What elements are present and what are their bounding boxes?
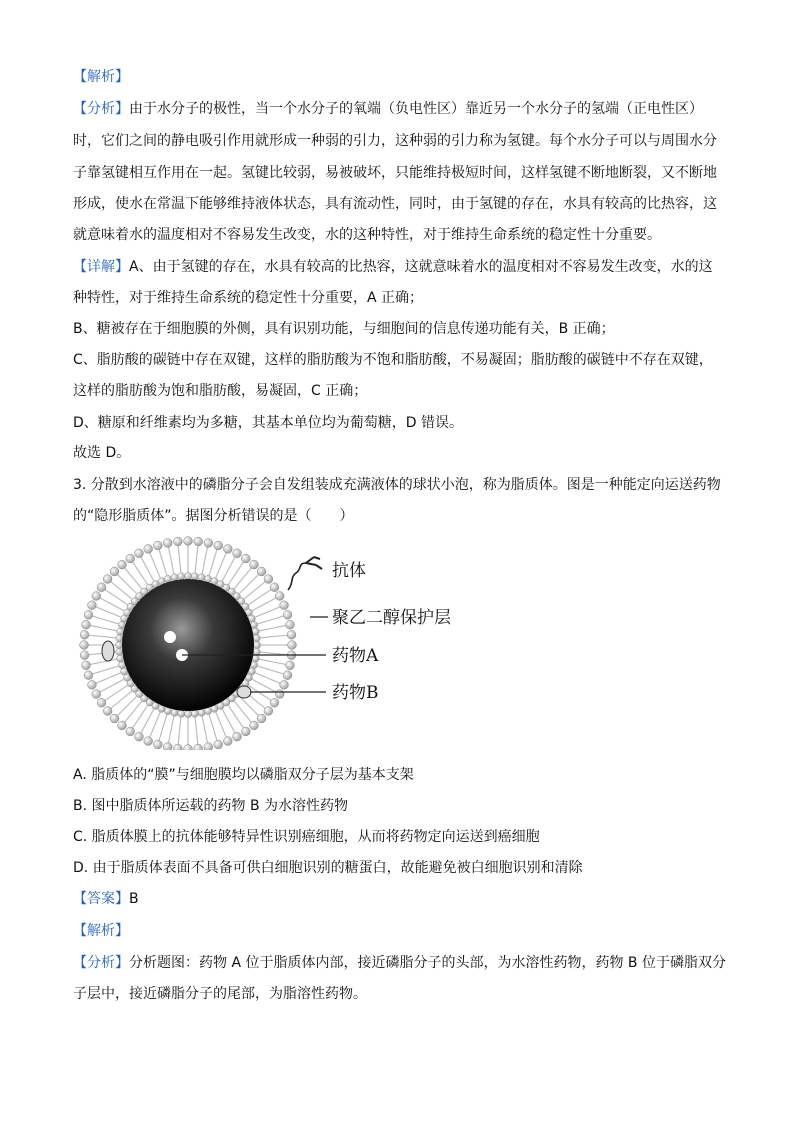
lipid-head-inner — [184, 710, 191, 717]
lipid-head-outer — [118, 560, 127, 569]
lipid-head-outer — [214, 541, 223, 550]
lipid-head-outer — [283, 610, 292, 619]
lipid-tail — [109, 673, 121, 678]
lipid-tail — [100, 598, 112, 605]
lipid-tail — [240, 584, 249, 593]
lipid-head-outer — [135, 549, 144, 558]
lipid-tail — [155, 712, 160, 724]
lipid-head-outer — [194, 537, 203, 546]
lipid-tail — [105, 589, 117, 597]
lipid-tail — [272, 625, 286, 628]
lipid-head-outer — [270, 583, 279, 592]
lipid-tail — [195, 718, 196, 731]
lipid-head-outer — [288, 641, 297, 650]
answer-line — [73, 889, 728, 909]
lipid-tail — [163, 563, 167, 575]
lipid-head-inner — [191, 710, 198, 717]
antibody-tether — [288, 563, 306, 590]
lipid-tail — [254, 700, 265, 709]
answer-value: B — [129, 891, 139, 907]
lipid-tail — [209, 563, 213, 575]
detail-line-d: D、糖原和纤维素均为多糖，其基本单位均为葡萄糖，D 错误。 — [73, 415, 464, 431]
lipid-tail — [216, 566, 221, 578]
lipid-tail — [140, 706, 147, 717]
lipid-head-outer — [103, 575, 112, 584]
lipid-tail — [249, 574, 259, 584]
lipid-head-inner — [252, 655, 259, 662]
lipid-head-outer — [84, 671, 93, 680]
lipid-tail — [205, 547, 208, 561]
lipid-tail — [205, 729, 208, 743]
lipid-tail — [147, 569, 153, 580]
lipid-tail — [168, 547, 171, 561]
lipid-head-outer — [275, 592, 284, 601]
lipid-tail — [168, 729, 171, 743]
lipid-head-inner — [253, 648, 260, 655]
analysis-text: 由于水分子的极性，当一个水分子的氧端（负电性区）靠近另一个水分子的氢端（正电性区） — [129, 101, 703, 117]
lipid-head-outer — [163, 539, 172, 548]
lipid-head-outer — [223, 545, 232, 554]
lipid-tail — [264, 686, 276, 693]
lipid-head-outer — [110, 714, 119, 723]
lipid-tail — [150, 553, 155, 566]
lipid-head-outer — [270, 698, 279, 707]
lipid-tail — [260, 628, 273, 631]
lipid-head-outer — [286, 620, 295, 629]
lipid-tail — [116, 597, 127, 604]
lipid-head-outer — [280, 680, 289, 689]
lipid-tail — [106, 620, 118, 624]
analysis-tag: 【分析】 — [73, 101, 129, 117]
lipid-head-inner — [171, 709, 178, 716]
lipid-head-inner — [184, 572, 191, 579]
detail-line-1 — [73, 257, 728, 277]
lipid-tail — [106, 666, 118, 670]
lipid-head-inner — [117, 628, 124, 635]
lipid-tail — [117, 574, 127, 584]
lipid-head-outer — [118, 721, 127, 730]
lipid-tail — [221, 553, 226, 566]
lipid-tail — [141, 721, 148, 733]
lipid-head-outer — [173, 744, 182, 750]
lipid-tail — [155, 566, 160, 578]
lipid-head-outer — [233, 549, 242, 558]
lipid-head-outer — [204, 743, 213, 750]
drug-b-shape — [237, 686, 251, 698]
lipid-head-outer — [194, 744, 203, 750]
lipid-head-inner — [198, 709, 205, 716]
liposome-figure — [70, 535, 470, 750]
lipid-tail — [243, 711, 252, 722]
lipid-tail — [150, 724, 155, 737]
lipid-tail — [132, 562, 140, 574]
lipid-head-outer — [286, 661, 295, 670]
lipid-tail — [88, 653, 102, 654]
lipid-head-outer — [126, 554, 135, 563]
final-analysis-line-2: 子层中，接近磷脂分子的尾部，为脂溶性药物。 — [73, 986, 367, 1002]
lipid-head-outer — [184, 745, 193, 750]
lipid-tail — [270, 616, 283, 620]
lipid-tail — [260, 659, 273, 662]
lipid-tail — [267, 678, 280, 683]
lipid-head-outer — [184, 537, 193, 546]
lipid-head-outer — [280, 601, 289, 610]
lipid-tail — [133, 701, 141, 711]
lipid-head-inner — [198, 574, 205, 581]
lipid-head-outer — [223, 737, 232, 746]
question-line-2: 的“隐形脂质体”。据图分析错误的是（ ） — [73, 508, 354, 524]
label-drug-b: 药物B — [332, 683, 379, 703]
lipid-tail — [180, 559, 181, 572]
lipid-tail — [132, 717, 140, 729]
lipid-head-inner — [116, 648, 123, 655]
final-analysis-tag: 【分析】 — [73, 955, 129, 971]
lipid-tail — [252, 679, 263, 685]
conclusion-line: 故选 D。 — [73, 445, 131, 461]
lipid-head-inner — [252, 628, 259, 635]
lipid-head-inner — [253, 641, 260, 648]
lipid-tail — [159, 727, 163, 740]
lipid-head-outer — [82, 661, 91, 670]
lipid-tail — [180, 718, 181, 731]
lipid-head-outer — [153, 541, 162, 550]
lipid-tail — [243, 568, 252, 579]
lipid-tail — [196, 731, 197, 745]
lipid-tail — [272, 662, 286, 665]
analysis-line-1 — [73, 99, 728, 119]
lipid-head-inner — [115, 641, 122, 648]
lipid-tail — [178, 731, 179, 745]
lipid-tail — [109, 612, 121, 617]
lipid-tail — [122, 691, 132, 699]
lipid-head-inner — [116, 635, 123, 642]
lipid-tail — [92, 616, 105, 620]
lipid-head-outer — [126, 727, 135, 736]
lipid-head-inner — [178, 710, 185, 717]
lipid-tail — [122, 590, 132, 598]
lipid-tail — [222, 709, 228, 720]
lipid-tail — [125, 711, 134, 722]
lipid-tail — [125, 568, 134, 579]
lipid-tail — [112, 604, 123, 610]
lipid-tail — [196, 545, 197, 559]
lipid-tail — [111, 582, 122, 591]
lipid-tail — [117, 706, 127, 716]
lipid-head-inner — [117, 655, 124, 662]
lipid-head-outer — [250, 721, 259, 730]
lipid-tail — [260, 693, 272, 701]
lipid-head-outer — [97, 583, 106, 592]
lipid-tail — [100, 686, 112, 693]
lipid-tail — [260, 589, 272, 597]
lipid-tail — [252, 604, 263, 610]
lipid-tail — [90, 662, 104, 665]
lipid-head-outer — [257, 714, 266, 723]
lipid-tail — [163, 715, 167, 727]
detail-text: A、由于氢键的存在，水具有较高的比热容，这就意味着水的温度相对不容易发生改变，水的这 — [129, 259, 713, 275]
lipid-head-outer — [275, 690, 284, 699]
option-c: C. 脂质体膜上的抗体能够特异性识别癌细胞，从而将药物定向运送到癌细胞 — [73, 829, 540, 845]
lipid-tail — [229, 721, 236, 733]
lipid-tail — [195, 559, 196, 572]
lipid-tail — [171, 561, 174, 574]
lipid-head-outer — [173, 537, 182, 546]
detail-line-b: B、糖被存在于细胞膜的外侧，具有识别功能，与细胞间的信息传递功能有关，B 正确； — [73, 321, 615, 337]
lipid-tail — [229, 573, 236, 584]
label-drug-a: 药物A — [332, 646, 379, 666]
section-tag-jiexi-2: 【解析】 — [73, 923, 129, 939]
lipid-tail — [159, 549, 163, 562]
lipid-head-outer — [82, 620, 91, 629]
lipid-tail — [127, 584, 136, 593]
lipid-tail — [96, 607, 109, 612]
lipid-tail — [147, 709, 153, 720]
antibody-icon — [306, 557, 322, 569]
lipid-tail — [102, 637, 115, 638]
lipid-head-outer — [103, 707, 112, 716]
lipid-head-outer — [135, 732, 144, 741]
lipid-tail — [264, 598, 276, 605]
lipid-tail — [221, 724, 226, 737]
lipid-tail — [216, 712, 221, 724]
detail-line-c1: C、脂肪酸的碳链中存在双键，这样的脂肪酸为不饱和脂肪酸，不易凝固；脂肪酸的碳链中不存在双键， — [73, 352, 713, 368]
lipid-head-outer — [287, 630, 296, 639]
question-line-1: 3. 分散到水溶液中的磷脂分子会自发组装成充满液体的球状小泡，称为脂质体。图是一种能定向运送药物 — [73, 477, 721, 493]
lipid-head-outer — [92, 690, 101, 699]
lipid-tail — [133, 579, 141, 589]
lipid-tail — [105, 693, 117, 701]
analysis-line-2: 时，它们之间的静电吸引作用就形成一种弱的引力，这种弱的引力称为氢键。每个水分子可以与周围水分 — [73, 133, 717, 149]
answer-tag: 【答案】 — [73, 891, 129, 907]
lipid-head-outer — [88, 680, 97, 689]
lipid-head-outer — [257, 567, 266, 576]
lipid-tail — [213, 727, 217, 740]
lipid-tail — [255, 673, 267, 678]
lipid-tail — [267, 607, 280, 612]
drug-b-shape — [102, 641, 114, 661]
lipid-head-outer — [144, 545, 153, 554]
option-b: B. 图中脂质体所运载的药物 B 为水溶性药物 — [73, 798, 349, 814]
lipid-head-outer — [80, 641, 89, 650]
lipid-tail — [270, 670, 283, 674]
lipid-head-outer — [264, 575, 273, 584]
lipid-head-inner — [178, 573, 185, 580]
lipid-tail — [229, 557, 236, 569]
lipid-tail — [249, 706, 259, 716]
detail-line-2: 种特性，对于维持生命系统的稳定性十分重要，A 正确； — [73, 290, 424, 306]
lipid-head-outer — [241, 727, 250, 736]
lipid-head-outer — [88, 601, 97, 610]
lipid-head-outer — [250, 560, 259, 569]
analysis-line-4: 形成，使水在常温下能够维持液体状态，具有流动性，同时，由于氢键的存在，水具有较高的比热容，这 — [73, 196, 717, 212]
lipid-tail — [88, 635, 102, 636]
analysis-line-5: 就意味着水的温度相对不容易发生改变，水的这种特性，对于维持生命系统的稳定性十分重要。 — [73, 227, 661, 243]
lipid-head-outer — [214, 740, 223, 749]
lipid-tail — [261, 652, 274, 653]
lipid-tail — [213, 549, 217, 562]
lipid-head-outer — [264, 707, 273, 716]
lipid-tail — [229, 706, 236, 717]
lipid-head-outer — [110, 567, 119, 576]
lipid-head-inner — [191, 573, 198, 580]
lipid-tail — [249, 597, 260, 604]
lipid-tail — [96, 678, 109, 683]
lipid-head-outer — [163, 743, 172, 750]
lipid-head-outer — [241, 554, 250, 563]
lipid-tail — [254, 582, 265, 591]
final-analysis-text: 分析题图：药物 A 位于脂质体内部，接近磷脂分子的头部，为水溶性药物，药物 B 位于磷脂双分 — [129, 955, 726, 971]
lipid-head-outer — [84, 610, 93, 619]
final-analysis-line-1 — [73, 953, 728, 973]
drug-a-dot — [164, 631, 176, 643]
lipid-tail — [258, 666, 270, 670]
lipid-tail — [234, 579, 242, 589]
lipid-tail — [209, 715, 213, 727]
lipid-tail — [140, 573, 147, 584]
lipid-tail — [244, 590, 254, 598]
lipid-tail — [127, 697, 136, 706]
analysis-line-3: 子靠氢键相互作用在一起。氢键比较弱，易被破坏，只能维持极短时间，这样氢键不断地断裂，又不断地 — [73, 165, 717, 181]
lipid-tail — [274, 635, 288, 636]
lipid-tail — [178, 545, 179, 559]
lipid-head-inner — [171, 574, 178, 581]
section-tag-jiexi: 【解析】 — [73, 69, 129, 85]
lipid-tail — [236, 562, 244, 574]
lipid-tail — [261, 637, 274, 638]
lipid-head-outer — [92, 592, 101, 601]
lipid-tail — [258, 620, 270, 624]
lipid-head-outer — [97, 698, 106, 707]
lipid-tail — [92, 670, 105, 674]
lipid-head-outer — [204, 539, 213, 548]
lipid-tail — [171, 717, 174, 730]
label-peg: 聚乙二醇保护层 — [332, 608, 451, 628]
lipid-tail — [236, 717, 244, 729]
lipid-head-outer — [283, 671, 292, 680]
lipid-tail — [141, 557, 148, 569]
lipid-tail — [234, 701, 242, 711]
lipid-tail — [255, 612, 267, 617]
lipid-head-outer — [153, 740, 162, 749]
lipid-head-outer — [80, 630, 89, 639]
detail-tag: 【详解】 — [73, 259, 129, 275]
lipid-tail — [202, 717, 205, 730]
lipid-tail — [111, 700, 122, 709]
lipid-tail — [112, 679, 123, 685]
option-d: D. 由于脂质体表面不具备可供白细胞识别的糖蛋白，故能避免被白细胞识别和清除 — [73, 860, 583, 876]
lipid-head-outer — [80, 651, 89, 660]
lipid-tail — [222, 569, 228, 580]
lipid-tail — [90, 625, 104, 628]
option-a: A. 脂质体的“膜”与细胞膜均以磷脂双分子层为基本支架 — [73, 767, 414, 783]
lipid-head-inner — [253, 635, 260, 642]
detail-line-c2: 这样的脂肪酸为饱和脂肪酸，易凝固，C 正确； — [73, 383, 368, 399]
liposome-core — [122, 579, 254, 711]
lipid-head-outer — [233, 732, 242, 741]
label-antibody: 抗体 — [332, 561, 366, 581]
lipid-head-outer — [144, 737, 153, 746]
lipid-tail — [116, 686, 127, 693]
lipid-tail — [104, 628, 117, 631]
lipid-tail — [202, 561, 205, 574]
